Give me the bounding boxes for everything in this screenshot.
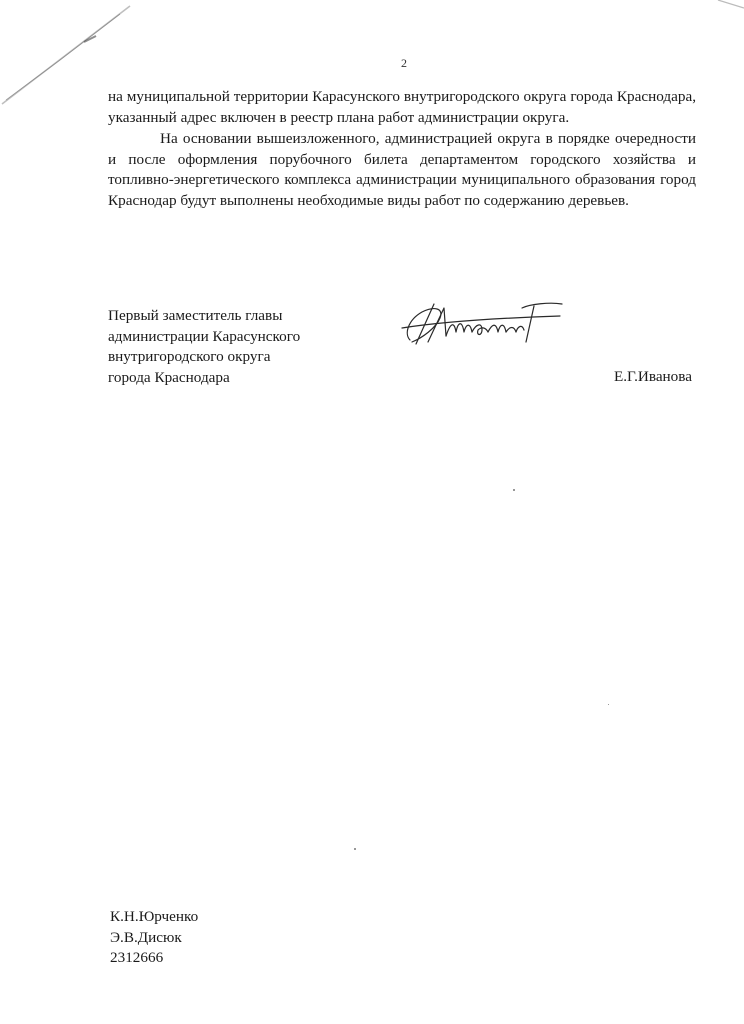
signature-block [108,306,696,386]
executors-block [110,907,198,969]
position-line: внутригородского округа [108,348,271,365]
signer-position [108,306,368,388]
scan-speck [608,704,609,705]
position-line: города Краснодара [108,368,230,386]
scan-speck [354,848,356,850]
position-line: администрации Карасунского [108,327,301,345]
position-line: Первый заместитель главы [108,307,283,324]
executor-name: К.Н.Юрченко [110,908,199,925]
letter-body [108,87,696,211]
executor-name: Э.В.Дисюк [110,928,182,946]
signer-name: Е.Г.Иванова [613,368,692,385]
scan-corner-artifact [0,0,744,20]
page-number: 2 [401,56,407,70]
paragraph-main: На основании вышеизложенного, администрацией округа в порядке очередности и после оформления порубочного билета департаментом городского хозяйства и топливно-энергетического комплекса администрации муниципального образования город Краснодар будут выполнены необходимые виды работ по содержанию деревьев. [108,130,696,209]
scan-speck [513,489,515,491]
paragraph-continuation: на муниципальной территории Карасунского внутригородского округа города Краснодара, указанный адрес включен в реестр плана работ администрации округа. [108,88,696,126]
handwritten-signature [400,298,570,354]
executor-phone: 2312666 [110,949,164,966]
